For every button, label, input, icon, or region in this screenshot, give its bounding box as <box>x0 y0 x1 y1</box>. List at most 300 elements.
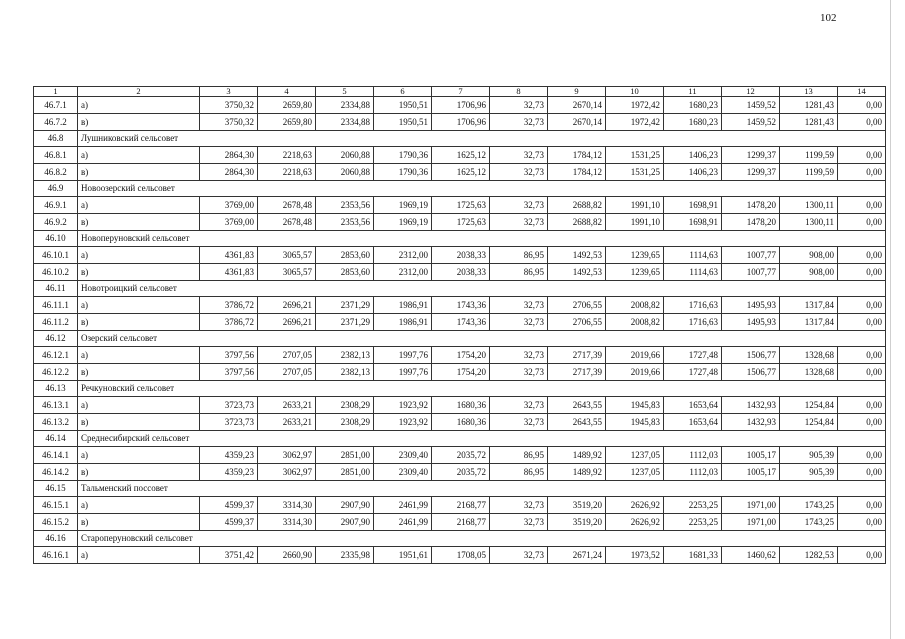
value-cell: 1680,23 <box>664 114 722 131</box>
value-cell: 2678,48 <box>258 214 316 231</box>
value-cell: 1299,37 <box>722 164 780 181</box>
value-cell: 1506,77 <box>722 347 780 364</box>
value-cell: 0,00 <box>838 314 886 331</box>
row-code: 46.13.1 <box>34 397 78 414</box>
value-cell: 1680,36 <box>432 397 490 414</box>
value-cell: 86,95 <box>490 464 548 481</box>
value-cell: 3786,72 <box>200 297 258 314</box>
settlement-name: Новоозерский сельсовет <box>78 181 886 197</box>
value-cell: 3062,97 <box>258 447 316 464</box>
row-code: 46.8.1 <box>34 147 78 164</box>
value-cell: 2853,60 <box>316 264 374 281</box>
column-number-row <box>34 87 886 97</box>
value-cell: 2312,00 <box>374 247 432 264</box>
value-cell: 1199,59 <box>780 164 838 181</box>
value-cell: 1114,63 <box>664 247 722 264</box>
value-cell: 86,95 <box>490 247 548 264</box>
value-cell: 2218,63 <box>258 164 316 181</box>
value-cell: 4359,23 <box>200 464 258 481</box>
value-cell: 1281,43 <box>780 114 838 131</box>
row-label: а) <box>78 147 200 164</box>
value-cell: 32,73 <box>490 147 548 164</box>
row-code: 46.12.2 <box>34 364 78 381</box>
value-cell: 32,73 <box>490 547 548 564</box>
value-cell: 2309,40 <box>374 447 432 464</box>
value-cell: 2907,90 <box>316 514 374 531</box>
value-cell: 2717,39 <box>548 364 606 381</box>
row-label: а) <box>78 197 200 214</box>
value-cell: 1743,25 <box>780 514 838 531</box>
value-cell: 2626,92 <box>606 497 664 514</box>
tariff-table <box>33 86 886 564</box>
row-code: 46.14.2 <box>34 464 78 481</box>
value-cell: 3723,73 <box>200 397 258 414</box>
value-cell: 32,73 <box>490 314 548 331</box>
value-cell: 1506,77 <box>722 364 780 381</box>
value-cell: 0,00 <box>838 197 886 214</box>
value-cell: 1706,96 <box>432 114 490 131</box>
value-cell: 2851,00 <box>316 464 374 481</box>
table-row <box>34 414 886 431</box>
value-cell: 1625,12 <box>432 147 490 164</box>
value-cell: 3797,56 <box>200 364 258 381</box>
value-cell: 1237,05 <box>606 464 664 481</box>
value-cell: 1653,64 <box>664 414 722 431</box>
value-cell: 2035,72 <box>432 447 490 464</box>
value-cell: 1971,00 <box>722 497 780 514</box>
table-row <box>34 347 886 364</box>
row-code: 46.14.1 <box>34 447 78 464</box>
value-cell: 1972,42 <box>606 97 664 114</box>
value-cell: 2864,30 <box>200 147 258 164</box>
value-cell: 1112,03 <box>664 464 722 481</box>
table-row <box>34 214 886 231</box>
value-cell: 1300,11 <box>780 214 838 231</box>
column-header-11: 11 <box>664 87 722 97</box>
value-cell: 1997,76 <box>374 364 432 381</box>
row-code: 46.9.1 <box>34 197 78 214</box>
value-cell: 4599,37 <box>200 497 258 514</box>
value-cell: 0,00 <box>838 164 886 181</box>
row-label: а) <box>78 497 200 514</box>
value-cell: 1317,84 <box>780 297 838 314</box>
value-cell: 2382,13 <box>316 364 374 381</box>
value-cell: 2382,13 <box>316 347 374 364</box>
value-cell: 2707,05 <box>258 347 316 364</box>
value-cell: 2008,82 <box>606 297 664 314</box>
column-header-8: 8 <box>490 87 548 97</box>
value-cell: 1698,91 <box>664 214 722 231</box>
row-label: в) <box>78 364 200 381</box>
value-cell: 2864,30 <box>200 164 258 181</box>
value-cell: 1492,53 <box>548 264 606 281</box>
value-cell: 1005,17 <box>722 464 780 481</box>
value-cell: 2707,05 <box>258 364 316 381</box>
column-header-3: 3 <box>200 87 258 97</box>
value-cell: 2038,33 <box>432 247 490 264</box>
value-cell: 1460,62 <box>722 547 780 564</box>
value-cell: 1459,52 <box>722 114 780 131</box>
value-cell: 1432,93 <box>722 397 780 414</box>
value-cell: 1478,20 <box>722 197 780 214</box>
value-cell: 3723,73 <box>200 414 258 431</box>
row-code: 46.9.2 <box>34 214 78 231</box>
table-row <box>34 297 886 314</box>
value-cell: 0,00 <box>838 397 886 414</box>
value-cell: 2008,82 <box>606 314 664 331</box>
value-cell: 2660,90 <box>258 547 316 564</box>
value-cell: 2308,29 <box>316 414 374 431</box>
value-cell: 2643,55 <box>548 414 606 431</box>
group-row <box>34 531 886 547</box>
value-cell: 2706,55 <box>548 314 606 331</box>
row-label: а) <box>78 447 200 464</box>
row-label: в) <box>78 214 200 231</box>
value-cell: 0,00 <box>838 97 886 114</box>
value-cell: 2309,40 <box>374 464 432 481</box>
value-cell: 3751,42 <box>200 547 258 564</box>
value-cell: 2060,88 <box>316 164 374 181</box>
row-code: 46.12 <box>34 331 78 347</box>
value-cell: 3519,20 <box>548 514 606 531</box>
value-cell: 3769,00 <box>200 197 258 214</box>
value-cell: 32,73 <box>490 97 548 114</box>
value-cell: 2353,56 <box>316 214 374 231</box>
value-cell: 1681,33 <box>664 547 722 564</box>
value-cell: 905,39 <box>780 447 838 464</box>
row-code: 46.7.2 <box>34 114 78 131</box>
value-cell: 2218,63 <box>258 147 316 164</box>
value-cell: 1299,37 <box>722 147 780 164</box>
value-cell: 3062,97 <box>258 464 316 481</box>
value-cell: 0,00 <box>838 497 886 514</box>
value-cell: 2851,00 <box>316 447 374 464</box>
row-label: в) <box>78 314 200 331</box>
value-cell: 1945,83 <box>606 414 664 431</box>
value-cell: 1495,93 <box>722 314 780 331</box>
value-cell: 1950,51 <box>374 114 432 131</box>
row-code: 46.11.1 <box>34 297 78 314</box>
row-code: 46.14 <box>34 431 78 447</box>
value-cell: 0,00 <box>838 547 886 564</box>
column-header-1: 1 <box>34 87 78 97</box>
group-row <box>34 181 886 197</box>
page-edge-rule <box>890 0 891 639</box>
row-code: 46.10.2 <box>34 264 78 281</box>
value-cell: 0,00 <box>838 347 886 364</box>
row-label: а) <box>78 347 200 364</box>
value-cell: 2253,25 <box>664 497 722 514</box>
value-cell: 0,00 <box>838 414 886 431</box>
settlement-name: Тальменский поссовет <box>78 481 886 497</box>
row-code: 46.13 <box>34 381 78 397</box>
value-cell: 32,73 <box>490 297 548 314</box>
column-header-6: 6 <box>374 87 432 97</box>
table-row <box>34 97 886 114</box>
value-cell: 1972,42 <box>606 114 664 131</box>
value-cell: 2035,72 <box>432 464 490 481</box>
row-label: а) <box>78 547 200 564</box>
row-code: 46.15.1 <box>34 497 78 514</box>
value-cell: 2688,82 <box>548 214 606 231</box>
row-code: 46.15 <box>34 481 78 497</box>
row-code: 46.12.1 <box>34 347 78 364</box>
value-cell: 3065,57 <box>258 264 316 281</box>
page-number: 102 <box>820 12 837 24</box>
value-cell: 1625,12 <box>432 164 490 181</box>
value-cell: 32,73 <box>490 347 548 364</box>
value-cell: 1743,36 <box>432 297 490 314</box>
value-cell: 2253,25 <box>664 514 722 531</box>
value-cell: 2461,99 <box>374 514 432 531</box>
value-cell: 0,00 <box>838 214 886 231</box>
value-cell: 0,00 <box>838 297 886 314</box>
value-cell: 0,00 <box>838 364 886 381</box>
row-label: а) <box>78 397 200 414</box>
value-cell: 1237,05 <box>606 447 664 464</box>
column-header-2: 2 <box>78 87 200 97</box>
value-cell: 908,00 <box>780 247 838 264</box>
value-cell: 32,73 <box>490 364 548 381</box>
value-cell: 908,00 <box>780 264 838 281</box>
value-cell: 32,73 <box>490 164 548 181</box>
value-cell: 1790,36 <box>374 164 432 181</box>
table-row <box>34 364 886 381</box>
value-cell: 1281,43 <box>780 97 838 114</box>
value-cell: 2334,88 <box>316 97 374 114</box>
value-cell: 4361,83 <box>200 247 258 264</box>
value-cell: 1951,61 <box>374 547 432 564</box>
value-cell: 1478,20 <box>722 214 780 231</box>
value-cell: 2706,55 <box>548 297 606 314</box>
table-row <box>34 447 886 464</box>
value-cell: 1784,12 <box>548 164 606 181</box>
value-cell: 3769,00 <box>200 214 258 231</box>
value-cell: 0,00 <box>838 114 886 131</box>
value-cell: 32,73 <box>490 414 548 431</box>
value-cell: 1406,23 <box>664 164 722 181</box>
value-cell: 1328,68 <box>780 364 838 381</box>
value-cell: 1005,17 <box>722 447 780 464</box>
table-row <box>34 114 886 131</box>
row-code: 46.11 <box>34 281 78 297</box>
value-cell: 2633,21 <box>258 414 316 431</box>
value-cell: 1680,36 <box>432 414 490 431</box>
column-header-14: 14 <box>838 87 886 97</box>
value-cell: 1406,23 <box>664 147 722 164</box>
value-cell: 1754,20 <box>432 347 490 364</box>
value-cell: 86,95 <box>490 447 548 464</box>
value-cell: 32,73 <box>490 514 548 531</box>
row-label: а) <box>78 247 200 264</box>
group-row <box>34 431 886 447</box>
value-cell: 1727,48 <box>664 347 722 364</box>
value-cell: 1007,77 <box>722 247 780 264</box>
value-cell: 1945,83 <box>606 397 664 414</box>
row-label: в) <box>78 264 200 281</box>
value-cell: 2019,66 <box>606 347 664 364</box>
value-cell: 1923,92 <box>374 397 432 414</box>
value-cell: 1114,63 <box>664 264 722 281</box>
value-cell: 2019,66 <box>606 364 664 381</box>
row-label: в) <box>78 514 200 531</box>
value-cell: 1727,48 <box>664 364 722 381</box>
row-label: а) <box>78 97 200 114</box>
value-cell: 2371,29 <box>316 314 374 331</box>
value-cell: 1743,36 <box>432 314 490 331</box>
value-cell: 2308,29 <box>316 397 374 414</box>
value-cell: 2717,39 <box>548 347 606 364</box>
group-row <box>34 231 886 247</box>
value-cell: 3314,30 <box>258 514 316 531</box>
value-cell: 3519,20 <box>548 497 606 514</box>
value-cell: 1971,00 <box>722 514 780 531</box>
value-cell: 2371,29 <box>316 297 374 314</box>
table-row <box>34 464 886 481</box>
row-code: 46.8.2 <box>34 164 78 181</box>
value-cell: 1300,11 <box>780 197 838 214</box>
settlement-name: Новотроицкий сельсовет <box>78 281 886 297</box>
value-cell: 2461,99 <box>374 497 432 514</box>
value-cell: 2353,56 <box>316 197 374 214</box>
value-cell: 2335,98 <box>316 547 374 564</box>
value-cell: 2038,33 <box>432 264 490 281</box>
value-cell: 2853,60 <box>316 247 374 264</box>
value-cell: 1199,59 <box>780 147 838 164</box>
table-row <box>34 497 886 514</box>
value-cell: 32,73 <box>490 397 548 414</box>
value-cell: 3750,32 <box>200 97 258 114</box>
value-cell: 2907,90 <box>316 497 374 514</box>
value-cell: 3797,56 <box>200 347 258 364</box>
row-code: 46.9 <box>34 181 78 197</box>
row-code: 46.10 <box>34 231 78 247</box>
settlement-name: Озерский сельсовет <box>78 331 886 347</box>
value-cell: 2626,92 <box>606 514 664 531</box>
column-header-4: 4 <box>258 87 316 97</box>
value-cell: 1459,52 <box>722 97 780 114</box>
value-cell: 1254,84 <box>780 397 838 414</box>
value-cell: 1653,64 <box>664 397 722 414</box>
value-cell: 3065,57 <box>258 247 316 264</box>
value-cell: 1725,63 <box>432 214 490 231</box>
row-code: 46.15.2 <box>34 514 78 531</box>
value-cell: 2688,82 <box>548 197 606 214</box>
table-row <box>34 397 886 414</box>
row-code: 46.11.2 <box>34 314 78 331</box>
value-cell: 32,73 <box>490 197 548 214</box>
value-cell: 905,39 <box>780 464 838 481</box>
value-cell: 2696,21 <box>258 314 316 331</box>
value-cell: 86,95 <box>490 264 548 281</box>
table-row <box>34 147 886 164</box>
value-cell: 1282,53 <box>780 547 838 564</box>
value-cell: 1239,65 <box>606 247 664 264</box>
value-cell: 3786,72 <box>200 314 258 331</box>
value-cell: 1716,63 <box>664 314 722 331</box>
value-cell: 2670,14 <box>548 114 606 131</box>
column-header-5: 5 <box>316 87 374 97</box>
settlement-name: Среднесибирский сельсовет <box>78 431 886 447</box>
group-row <box>34 381 886 397</box>
table-row <box>34 264 886 281</box>
value-cell: 1489,92 <box>548 464 606 481</box>
table-row <box>34 547 886 564</box>
value-cell: 3314,30 <box>258 497 316 514</box>
value-cell: 2670,14 <box>548 97 606 114</box>
value-cell: 1969,19 <box>374 214 432 231</box>
row-code: 46.16 <box>34 531 78 547</box>
value-cell: 4361,83 <box>200 264 258 281</box>
value-cell: 1991,10 <box>606 197 664 214</box>
value-cell: 2633,21 <box>258 397 316 414</box>
column-header-9: 9 <box>548 87 606 97</box>
value-cell: 32,73 <box>490 214 548 231</box>
table-row <box>34 514 886 531</box>
value-cell: 2678,48 <box>258 197 316 214</box>
value-cell: 32,73 <box>490 114 548 131</box>
row-code: 46.13.2 <box>34 414 78 431</box>
value-cell: 1950,51 <box>374 97 432 114</box>
value-cell: 1254,84 <box>780 414 838 431</box>
value-cell: 0,00 <box>838 447 886 464</box>
value-cell: 1680,23 <box>664 97 722 114</box>
value-cell: 2168,77 <box>432 497 490 514</box>
value-cell: 2696,21 <box>258 297 316 314</box>
value-cell: 2060,88 <box>316 147 374 164</box>
value-cell: 1317,84 <box>780 314 838 331</box>
row-label: в) <box>78 464 200 481</box>
column-header-13: 13 <box>780 87 838 97</box>
value-cell: 1997,76 <box>374 347 432 364</box>
row-code: 46.8 <box>34 131 78 147</box>
group-row <box>34 131 886 147</box>
value-cell: 0,00 <box>838 514 886 531</box>
value-cell: 1790,36 <box>374 147 432 164</box>
group-row <box>34 331 886 347</box>
value-cell: 0,00 <box>838 147 886 164</box>
value-cell: 4599,37 <box>200 514 258 531</box>
table-row <box>34 197 886 214</box>
value-cell: 1923,92 <box>374 414 432 431</box>
value-cell: 2671,24 <box>548 547 606 564</box>
value-cell: 1969,19 <box>374 197 432 214</box>
value-cell: 32,73 <box>490 497 548 514</box>
value-cell: 1112,03 <box>664 447 722 464</box>
value-cell: 1239,65 <box>606 264 664 281</box>
value-cell: 2659,80 <box>258 97 316 114</box>
value-cell: 0,00 <box>838 264 886 281</box>
value-cell: 1489,92 <box>548 447 606 464</box>
value-cell: 1432,93 <box>722 414 780 431</box>
settlement-name: Лушниковский сельсовет <box>78 131 886 147</box>
value-cell: 1986,91 <box>374 314 432 331</box>
settlement-name: Староперуновский сельсовет <box>78 531 886 547</box>
value-cell: 1531,25 <box>606 147 664 164</box>
value-cell: 1007,77 <box>722 264 780 281</box>
column-header-10: 10 <box>606 87 664 97</box>
value-cell: 1725,63 <box>432 197 490 214</box>
value-cell: 1495,93 <box>722 297 780 314</box>
value-cell: 0,00 <box>838 464 886 481</box>
value-cell: 1708,05 <box>432 547 490 564</box>
value-cell: 1784,12 <box>548 147 606 164</box>
row-code: 46.7.1 <box>34 97 78 114</box>
value-cell: 3750,32 <box>200 114 258 131</box>
table-row <box>34 247 886 264</box>
table-body <box>34 97 886 564</box>
value-cell: 1716,63 <box>664 297 722 314</box>
